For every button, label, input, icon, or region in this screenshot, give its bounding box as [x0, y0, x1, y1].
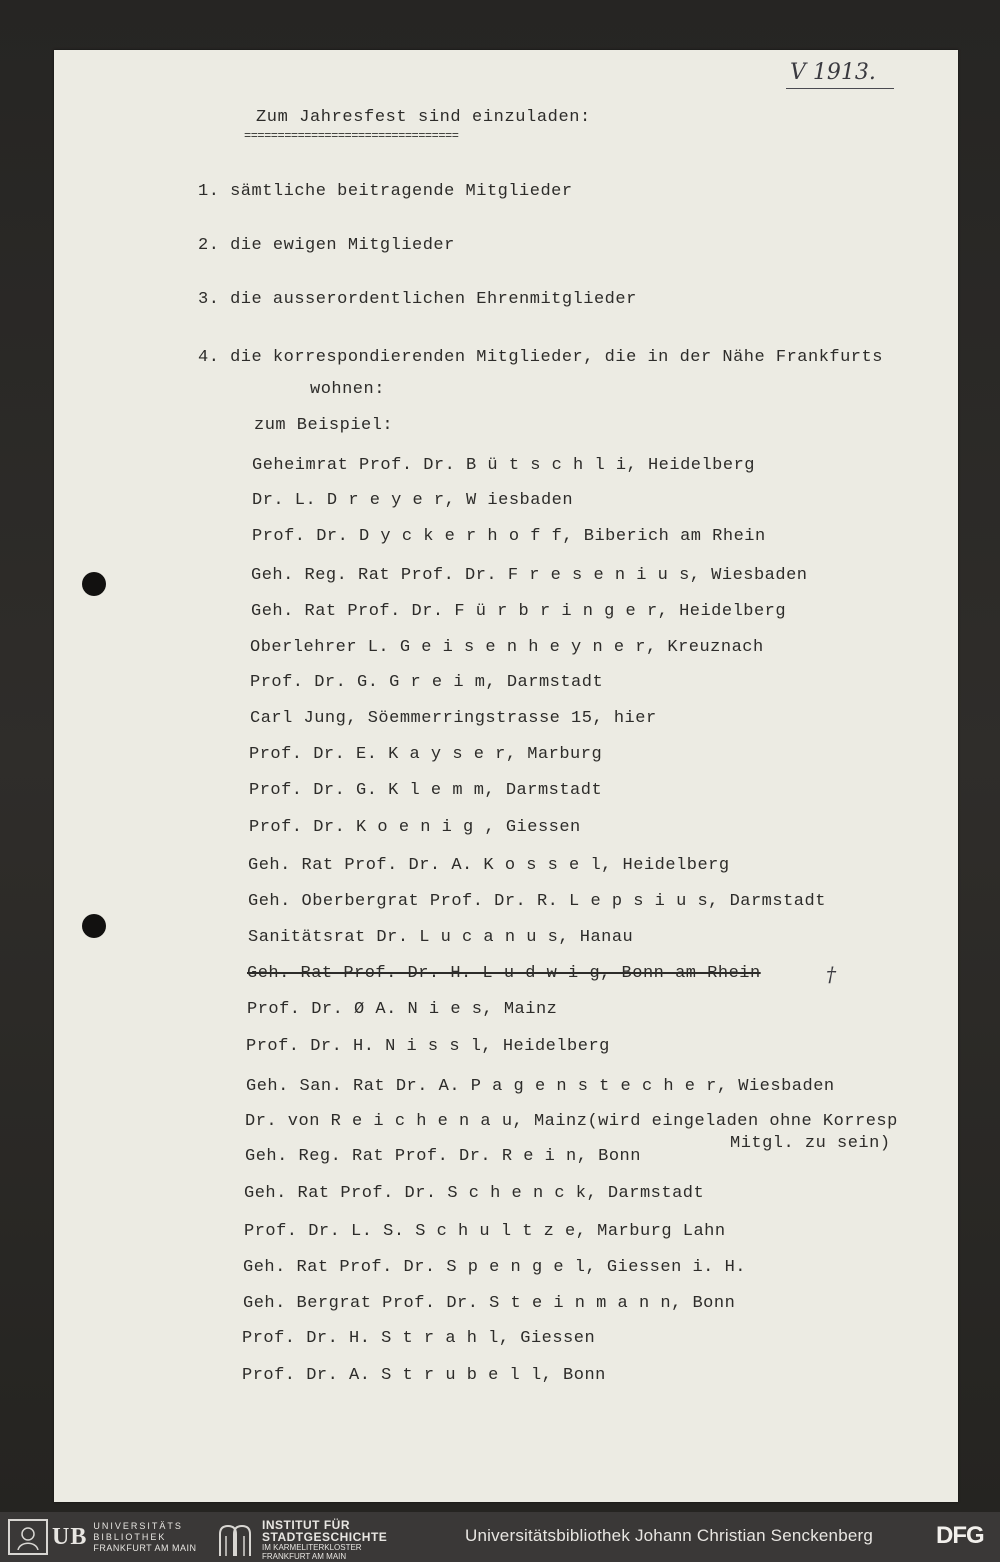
member-entry: Geh. Rat Prof. Dr. S c h e n c k, Darmstadt	[244, 1184, 705, 1203]
punch-hole-top	[82, 572, 106, 596]
member-entry: Prof. Dr. E. K a y s e r, Marburg	[249, 745, 603, 764]
heading-double-rule: ================================	[244, 131, 459, 141]
member-entry: Carl Jung, Söemmerringstrasse 15, hier	[250, 709, 657, 728]
example-label: zum Beispiel:	[254, 416, 394, 435]
deceased-mark: †	[826, 962, 836, 986]
member-entry-note-continuation: Mitgl. zu sein)	[730, 1134, 891, 1153]
member-entry: Geheimrat Prof. Dr. B ü t s c h l i, Heidelberg	[252, 456, 755, 475]
isg-line-2: STADTGESCHICHTE	[262, 1530, 388, 1544]
member-entry: Geh. Reg. Rat Prof. Dr. R e i n, Bonn	[245, 1147, 641, 1166]
ub-line-1: UNIVERSITÄTS	[93, 1520, 183, 1531]
list-item-4: 4. die korrespondierenden Mitglieder, die in der Nähe Frankfurts	[198, 348, 883, 367]
isg-emblem-icon	[216, 1522, 254, 1558]
ub-line-3: FRANKFURT AM MAIN	[93, 1542, 197, 1553]
library-name-link[interactable]: Universitätsbibliothek Johann Christian Senckenberg	[465, 1526, 874, 1545]
member-entry: Geh. Oberbergrat Prof. Dr. R. L e p s i u s, Darmstadt	[248, 892, 826, 911]
ub-logo-text	[93, 1521, 196, 1554]
member-entry: Geh. Rat Prof. Dr. F ü r b r i n g e r, Heidelberg	[251, 602, 787, 621]
list-item-4-continuation: wohnen:	[310, 380, 385, 399]
member-entry: Prof. Dr. D y c k e r h o f f, Biberich am Rhein	[252, 527, 766, 546]
member-entry: Prof. Dr. K o e n i g , Giessen	[249, 818, 581, 837]
isg-logo[interactable]	[216, 1519, 387, 1561]
isg-line-1: INSTITUT FÜR	[262, 1518, 350, 1532]
page-heading: Zum Jahresfest sind einzuladen:	[256, 108, 591, 127]
member-entry: Prof. Dr. Ø A. N i e s, Mainz	[247, 1000, 558, 1019]
member-entry: Oberlehrer L. G e i s e n h e y n e r, Kreuznach	[250, 638, 764, 657]
annotation-underline	[786, 88, 894, 89]
dfg-logo[interactable]: DFG	[936, 1522, 984, 1549]
ub-logo-letters: UB	[52, 1523, 88, 1550]
isg-logo-text	[262, 1519, 387, 1561]
member-entry: Prof. Dr. H. S t r a h l, Giessen	[242, 1329, 596, 1348]
member-entry: Geh. Reg. Rat Prof. Dr. F r e s e n i u s, Wiesbaden	[251, 566, 808, 585]
member-entry: Dr. von R e i c h e n a u, Mainz(wird eingeladen ohne Korresp	[245, 1112, 898, 1131]
ub-emblem-icon	[8, 1519, 48, 1555]
isg-line-4: FRANKFURT AM MAIN	[262, 1552, 347, 1561]
member-entry: Geh. Rat Prof. Dr. A. K o s s e l, Heidelberg	[248, 856, 730, 875]
member-entry: Geh. Rat Prof. Dr. S p e n g e l, Giessen i. H.	[243, 1258, 746, 1277]
member-entry: Prof. Dr. L. S. S c h u l t z e, Marburg Lahn	[244, 1222, 726, 1241]
list-item-1: 1. sämtliche beitragende Mitglieder	[198, 182, 573, 201]
member-entry: Prof. Dr. A. S t r u b e l l, Bonn	[242, 1366, 606, 1385]
member-entry: Geh. San. Rat Dr. A. P a g e n s t e c h e r, Wiesbaden	[246, 1077, 835, 1096]
member-entry: Sanitätsrat Dr. L u c a n u s, Hanau	[248, 928, 634, 947]
member-entry: Dr. L. D r e y e r, W iesbaden	[252, 491, 574, 510]
member-entry: Prof. Dr. H. N i s s l, Heidelberg	[246, 1037, 610, 1056]
member-entry: Geh. Bergrat Prof. Dr. S t e i n m a n n, Bonn	[243, 1294, 736, 1313]
list-item-3: 3. die ausserordentlichen Ehrenmitglieder	[198, 290, 637, 309]
punch-hole-bottom	[82, 914, 106, 938]
member-entry: Prof. Dr. G. K l e m m, Darmstadt	[249, 781, 603, 800]
footer-bar	[0, 1512, 1000, 1562]
member-entry: Prof. Dr. G. G r e i m, Darmstadt	[250, 673, 604, 692]
document-page	[54, 50, 958, 1502]
list-item-2: 2. die ewigen Mitglieder	[198, 236, 455, 255]
ub-line-2: BIBLIOTHEK	[93, 1531, 167, 1542]
member-entry-struck-through: Geh. Rat Prof. Dr. H. L u d w i g, Bonn am Rhein	[247, 964, 761, 983]
ub-logo[interactable]	[8, 1519, 197, 1555]
handwritten-year-annotation: V 1913.	[790, 60, 876, 85]
isg-line-3: IM KARMELITERKLOSTER	[262, 1543, 362, 1552]
